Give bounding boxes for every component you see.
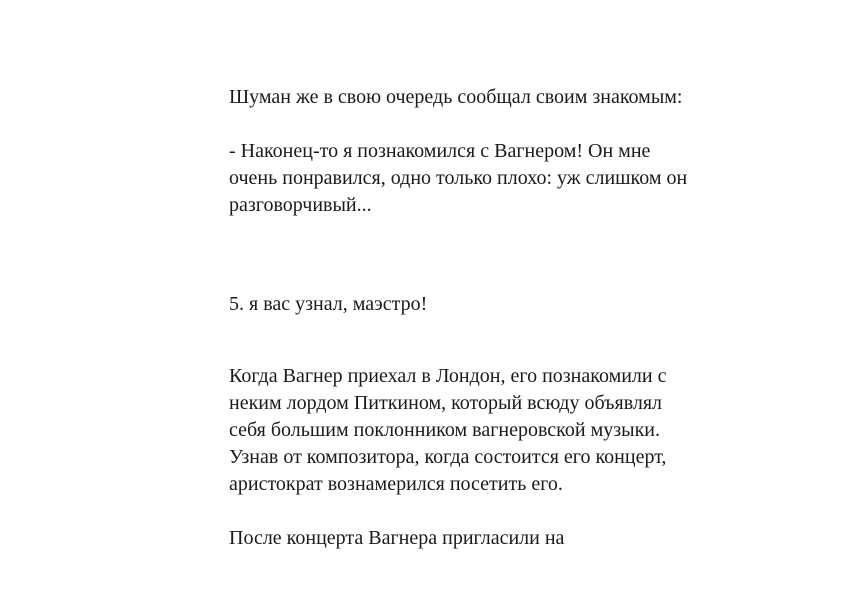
london-line-2: неким лордом Питкином, который всюду объявлял: [229, 392, 663, 414]
quote-line-3: разговорчивый...: [229, 194, 372, 216]
paragraph-spacer: [229, 498, 749, 525]
quote-line-1: - Наконец-то я познакомился с Вагнером! Он мне: [229, 140, 651, 162]
london-line-4: Узнав от композитора, когда состоится его концерт,: [229, 446, 667, 468]
quote-line-2: очень понравился, одно только плохо: уж слишком он: [229, 167, 688, 189]
document-body: [229, 84, 749, 552]
london-line-5: аристократ вознамерился посетить его.: [229, 473, 563, 495]
section-heading: 5. я вас узнал, маэстро!: [229, 293, 428, 315]
paragraph-after-concert: После концерта Вагнера пригласили на: [229, 527, 565, 549]
heading-spacer: [229, 318, 749, 363]
paragraph-schumann-quote: [229, 138, 749, 219]
paragraph-spacer: [229, 111, 749, 138]
london-line-3: себя большим поклонником вагнеровской музыки.: [229, 419, 660, 441]
paragraph-wagner-london: [229, 363, 749, 498]
section-spacer: [229, 219, 749, 291]
paragraph-schumann-intro: Шуман же в свою очередь сообщал своим знакомым:: [229, 86, 683, 108]
london-line-1: Когда Вагнер приехал в Лондон, его познакомили с: [229, 365, 667, 387]
